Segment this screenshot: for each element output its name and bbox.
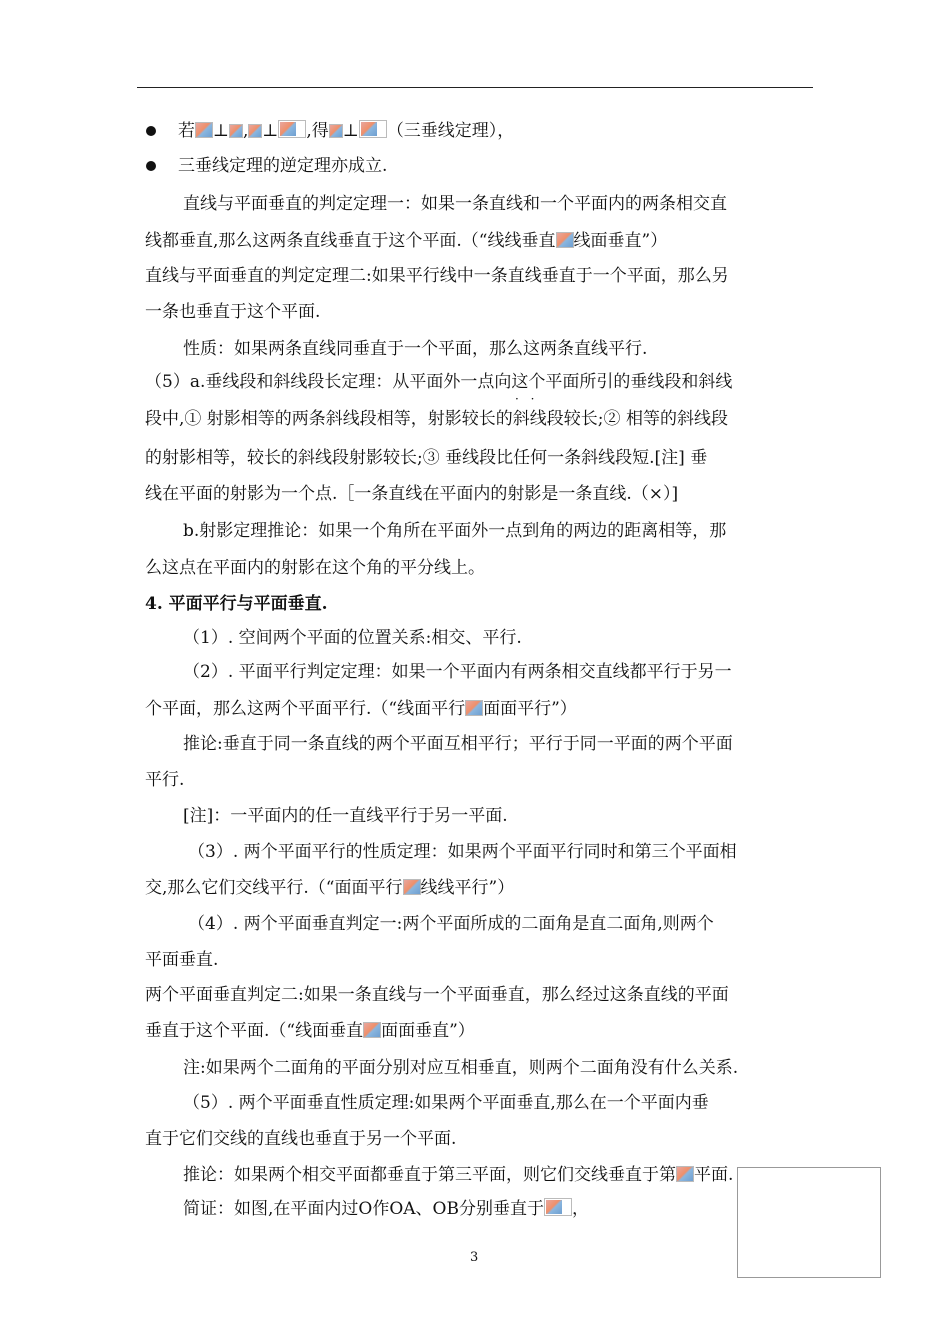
figure-frame — [737, 1167, 881, 1278]
formula-image-icon — [359, 120, 387, 138]
formula-image-icon — [676, 1166, 694, 1182]
text-line: 推论：如果两个相交平面都垂直于第三平面，则它们交线垂直于第 平面. — [183, 1165, 734, 1185]
text-line: 么这点在平面内的射影在这个角的平分线上。 — [145, 558, 485, 578]
text-line: 段中,① 射影相等的两条斜线段相等，射影较长的斜线段较长;② 相等的斜线段 — [145, 409, 728, 429]
text-line: 交,那么它们交线平行.（“面面平行 线线平行”） — [145, 878, 515, 898]
text-line: 简证：如图,在平面内过O作OA、OB分别垂直于 ， — [183, 1199, 589, 1219]
text-line: 若 ⊥ , ⊥ ,得 ⊥ （三垂线定理）， — [178, 121, 515, 141]
text-line: [注]：一平面内的任一直线平行于另一平面. — [183, 806, 508, 826]
text-line: 线都垂直,那么这两条直线垂直于这个平面.（“线线垂直 线面垂直”） — [145, 231, 668, 251]
text-line: 平面垂直. — [145, 950, 219, 970]
text-line: （3）. 两个平面平行的性质定理：如果两个平面平行同时和第三个平面相 — [188, 842, 737, 862]
text-line: b.射影定理推论：如果一个角所在平面外一点到角的两边的距离相等，那 — [183, 521, 727, 541]
text-line: 注:如果两个二面角的平面分别对应互相垂直，则两个二面角没有什么关系. — [183, 1058, 739, 1078]
text-line: 三垂线定理的逆定理亦成立. — [178, 156, 388, 176]
text-line: 的射影相等，较长的斜线段射影较长;③ 垂线段比任何一条斜线段短.[注] 垂 — [145, 448, 708, 468]
text-line: （4）. 两个平面垂直判定一:两个平面所成的二面角是直二面角,则两个 — [188, 914, 714, 934]
text-line: 直线与平面垂直的判定定理二:如果平行线中一条直线垂直于一个平面，那么另 — [145, 266, 729, 286]
formula-image-icon — [465, 700, 483, 716]
formula-image-icon — [278, 120, 306, 138]
text-line: 一条也垂直于这个平面. — [145, 302, 321, 322]
text-line: （5）a.垂线段和斜线段长定理：从平面外一点向这个平面所引的垂线段和斜线 — [145, 372, 733, 392]
page-number: 3 — [470, 1250, 479, 1265]
text-line: （2）. 平面平行判定定理：如果一个平面内有两条相交直线都平行于另一 — [183, 662, 732, 682]
bullet — [146, 161, 156, 171]
formula-image-icon — [544, 1198, 572, 1216]
text-line: 垂直于这个平面.（“线面垂直 面面垂直”） — [145, 1021, 475, 1041]
text-line: （5）. 两个平面垂直性质定理:如果两个平面垂直,那么在一个平面内垂 — [183, 1093, 709, 1113]
text-line: 推论:垂直于同一条直线的两个平面互相平行；平行于同一平面的两个平面 — [183, 734, 733, 754]
text-line: （1）. 空间两个平面的位置关系:相交、平行. — [183, 628, 522, 648]
formula-image-icon — [229, 124, 243, 138]
formula-image-icon — [363, 1022, 381, 1038]
text-line: 性质：如果两条直线同垂直于一个平面，那么这两条直线平行. — [183, 339, 648, 359]
text-line: 直于它们交线的直线也垂直于另一个平面. — [145, 1129, 457, 1149]
text-line: 线在平面的射影为一个点.［一条直线在平面内的射影是一条直线.（×）] — [145, 484, 679, 504]
formula-image-icon — [329, 124, 343, 138]
section-heading: 4. 平面平行与平面垂直. — [145, 594, 328, 614]
text-line: 两个平面垂直判定二:如果一条直线与一个平面垂直，那么经过这条直线的平面 — [145, 985, 729, 1005]
emphasis-dots: · · — [515, 392, 539, 406]
bullet — [146, 126, 156, 136]
formula-image-icon — [403, 879, 421, 895]
formula-image-icon — [556, 232, 574, 248]
formula-image-icon — [248, 124, 262, 138]
text-line: 平行. — [145, 770, 185, 790]
formula-image-icon — [195, 122, 213, 138]
text-line: 个平面，那么这两个平面平行.（“线面平行 面面平行”） — [145, 699, 577, 719]
header-rule — [137, 87, 813, 88]
text-line: 直线与平面垂直的判定定理一：如果一条直线和一个平面内的两条相交直 — [183, 194, 727, 214]
